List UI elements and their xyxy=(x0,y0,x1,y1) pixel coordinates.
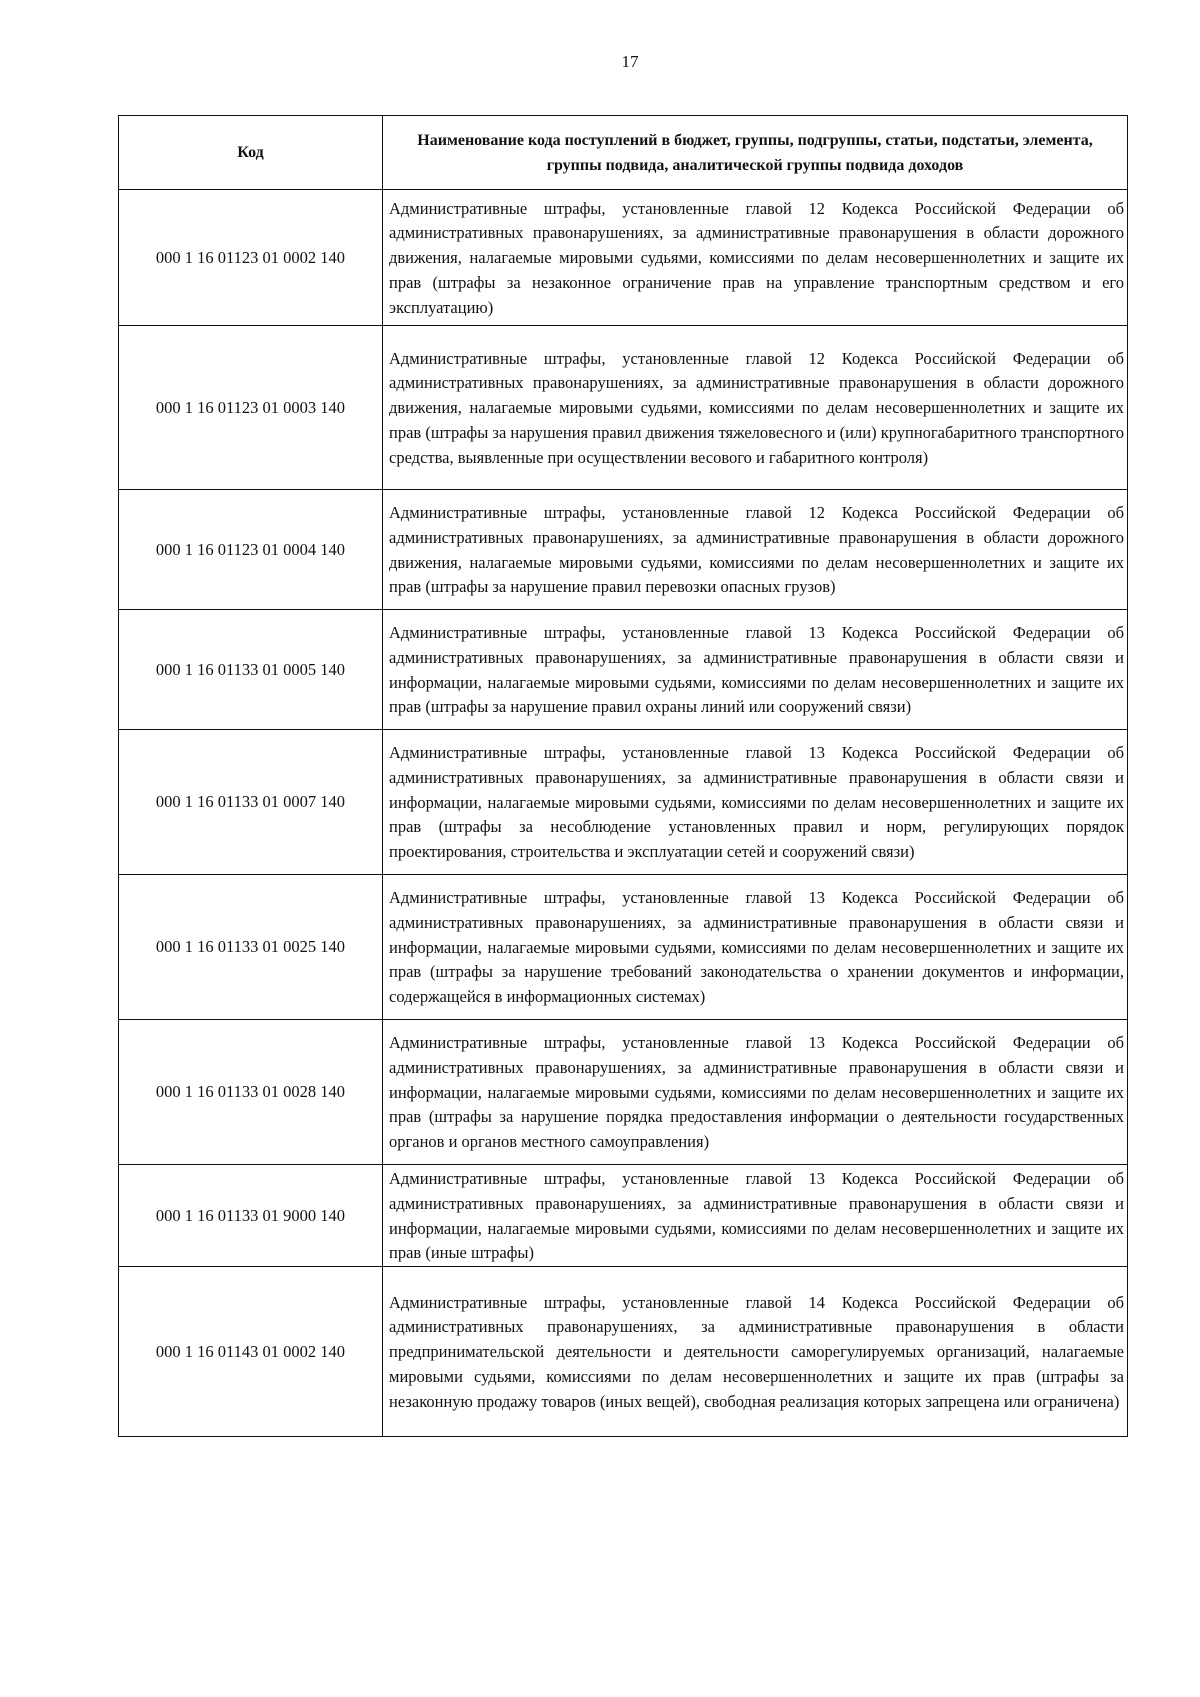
description-cell: Административные штрафы, установленные главой 12 Кодекса Российской Федерации об административных правонарушениях, за административные правонарушения в области дорожного движения, налагаемые мировыми судьями, комиссиями по делам несовершеннолетних и защите их прав (штрафы за нарушения правил движения тяжеловесного и (или) крупногабаритного транспортного средства, выявленные при осуществлении весового и габаритного контроля) xyxy=(383,326,1128,490)
description-cell: Административные штрафы, установленные главой 13 Кодекса Российской Федерации об административных правонарушениях, за административные правонарушения в области связи и информации, налагаемые мировыми судьями, комиссиями по делам несовершеннолетних и защите их прав (штрафы за несоблюдение установленных правил и норм, регулирующих порядок проектирования, строительства и эксплуатации сетей и сооружений связи) xyxy=(383,730,1128,875)
code-cell: 000 1 16 01143 01 0002 140 xyxy=(119,1267,383,1437)
code-cell: 000 1 16 01133 01 0028 140 xyxy=(119,1020,383,1165)
code-cell: 000 1 16 01123 01 0002 140 xyxy=(119,190,383,326)
code-cell: 000 1 16 01123 01 0004 140 xyxy=(119,490,383,610)
revenue-codes-table xyxy=(118,115,1128,1437)
code-cell: 000 1 16 01133 01 0025 140 xyxy=(119,875,383,1020)
header-code: Код xyxy=(119,116,383,190)
description-cell: Административные штрафы, установленные главой 13 Кодекса Российской Федерации об административных правонарушениях, за административные правонарушения в области связи и информации, налагаемые мировыми судьями, комиссиями по делам несовершеннолетних и защите их прав (штрафы за нарушение правил охраны линий или сооружений связи) xyxy=(383,610,1128,730)
page-number: 17 xyxy=(621,52,639,71)
table-row xyxy=(119,1165,1128,1267)
description-cell: Административные штрафы, установленные главой 13 Кодекса Российской Федерации об административных правонарушениях, за административные правонарушения в области связи и информации, налагаемые мировыми судьями, комиссиями по делам несовершеннолетних и защите их прав (иные штрафы) xyxy=(383,1165,1128,1267)
table-row xyxy=(119,730,1128,875)
table-row xyxy=(119,1020,1128,1165)
table-row xyxy=(119,610,1128,730)
table-row xyxy=(119,490,1128,610)
description-cell: Административные штрафы, установленные главой 12 Кодекса Российской Федерации об административных правонарушениях, за административные правонарушения в области дорожного движения, налагаемые мировыми судьями, комиссиями по делам несовершеннолетних и защите их прав (штрафы за нарушение правил перевозки опасных грузов) xyxy=(383,490,1128,610)
table-row xyxy=(119,326,1128,490)
code-cell: 000 1 16 01133 01 0005 140 xyxy=(119,610,383,730)
table-row xyxy=(119,190,1128,326)
description-cell: Административные штрафы, установленные главой 13 Кодекса Российской Федерации об административных правонарушениях, за административные правонарушения в области связи и информации, налагаемые мировыми судьями, комиссиями по делам несовершеннолетних и защите их прав (штрафы за нарушение требований законодательства о хранении документов и информации, содержащейся в информационных системах) xyxy=(383,875,1128,1020)
table-row xyxy=(119,875,1128,1020)
table-header-row xyxy=(119,116,1128,190)
description-cell: Административные штрафы, установленные главой 13 Кодекса Российской Федерации об административных правонарушениях, за административные правонарушения в области связи и информации, налагаемые мировыми судьями, комиссиями по делам несовершеннолетних и защите их прав (штрафы за нарушение порядка предоставления информации о деятельности государственных органов и органов местного самоуправления) xyxy=(383,1020,1128,1165)
table-row xyxy=(119,1267,1128,1437)
description-cell: Административные штрафы, установленные главой 14 Кодекса Российской Федерации об административных правонарушениях, за административные правонарушения в области предпринимательской деятельности и деятельности саморегулируемых организаций, налагаемые мировыми судьями, комиссиями по делам несовершеннолетних и защите их прав (штрафы за незаконную продажу товаров (иных вещей), свободная реализация которых запрещена или ограничена) xyxy=(383,1267,1128,1437)
code-cell: 000 1 16 01133 01 0007 140 xyxy=(119,730,383,875)
code-cell: 000 1 16 01133 01 9000 140 xyxy=(119,1165,383,1267)
description-cell: Административные штрафы, установленные главой 12 Кодекса Российской Федерации об административных правонарушениях, за административные правонарушения в области дорожного движения, налагаемые мировыми судьями, комиссиями по делам несовершеннолетних и защите их прав (штрафы за незаконное ограничение прав на управление транспортным средством и его эксплуатацию) xyxy=(383,190,1128,326)
header-name: Наименование кода поступлений в бюджет, группы, подгруппы, статьи, подстатьи, элемента, группы подвида, аналитической группы подвида доходов xyxy=(383,116,1128,190)
code-cell: 000 1 16 01123 01 0003 140 xyxy=(119,326,383,490)
